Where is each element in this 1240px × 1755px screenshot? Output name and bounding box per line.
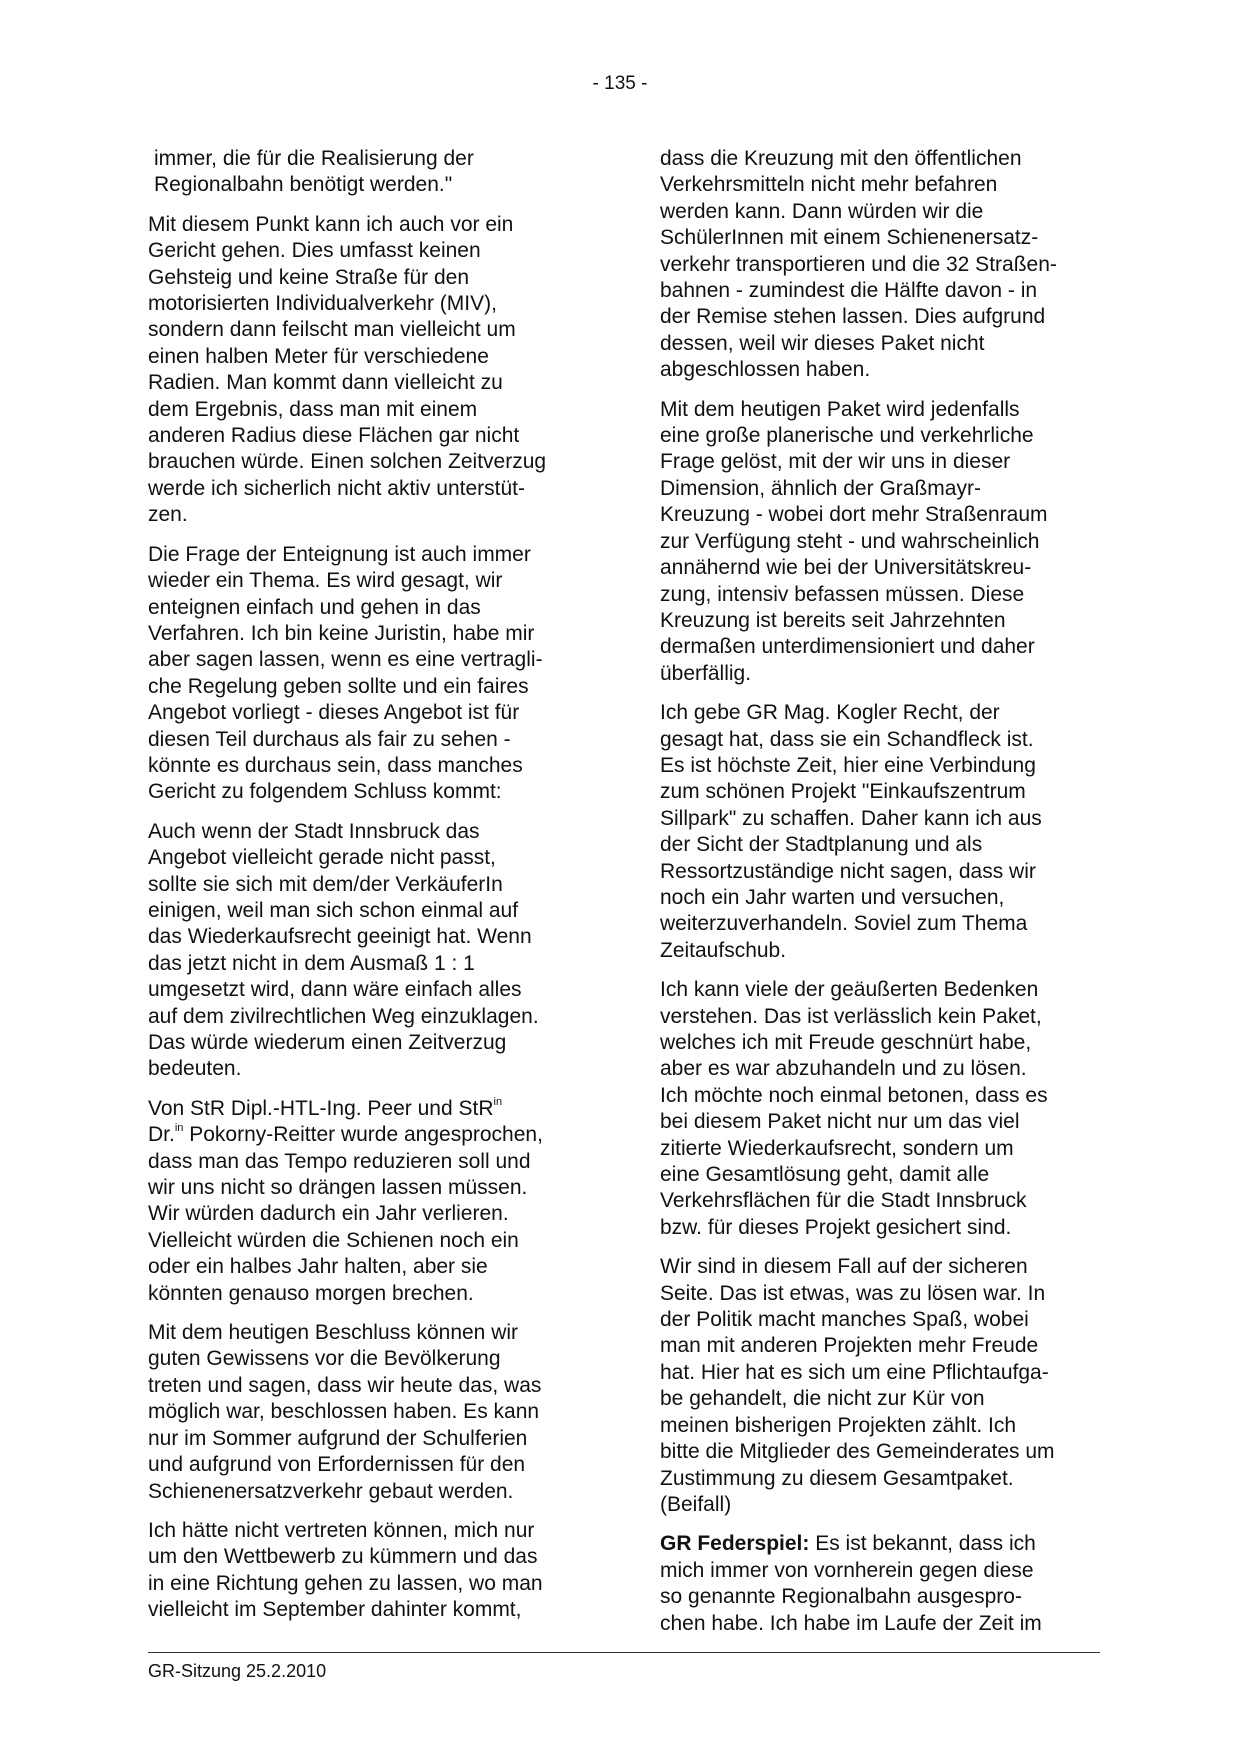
paragraph	[148, 542, 588, 806]
text-line: und aufgrund von Erfordernissen für den	[148, 1453, 526, 1477]
text-line: zung, intensiv befassen müssen. Diese	[660, 582, 1025, 606]
text-line: Wir sind in diesem Fall auf der sicheren	[660, 1255, 1028, 1279]
text-line: wieder ein Thema. Es wird gesagt, wir	[148, 569, 503, 593]
text-line: zur Verfügung steht - und wahrscheinlich	[660, 529, 1040, 553]
text-line: Ich hätte nicht vertreten können, mich nur	[148, 1518, 535, 1542]
text-line: sollte sie sich mit dem/der VerkäuferIn	[148, 872, 503, 896]
text-line: so genannte Regionalbahn ausgespro-	[660, 1585, 1022, 1609]
text-line: aber sagen lassen, wenn es eine vertragli-	[148, 648, 543, 672]
speaker-name: GR Federspiel:	[660, 1532, 810, 1556]
text-line: vielleicht im September dahinter kommt,	[148, 1598, 522, 1622]
text-line: zitierte Wiederkaufsrecht, sondern um	[660, 1136, 1014, 1160]
paragraph	[148, 146, 588, 199]
text-line: möglich war, beschlossen haben. Es kann	[148, 1400, 540, 1424]
text-line: motorisierten Individualverkehr (MIV),	[148, 292, 497, 316]
paragraph	[660, 1254, 1100, 1518]
footer-session-date: GR-Sitzung 25.2.2010	[148, 1661, 327, 1681]
text-line: dessen, weil wir dieses Paket nicht	[660, 331, 985, 355]
text-line: meinen bisherigen Projekten zählt. Ich	[660, 1413, 1017, 1437]
text-line: eine große planerische und verkehrliche	[660, 424, 1034, 448]
text-line: Verfahren. Ich bin keine Juristin, habe mir	[148, 621, 535, 645]
paragraph	[148, 1096, 588, 1307]
text-line: Es ist höchste Zeit, hier eine Verbindung	[660, 753, 1036, 777]
text-line	[148, 1122, 588, 1148]
text-line: diesen Teil durchaus als fair zu sehen -	[148, 727, 511, 751]
superscript-suffix: in	[174, 1122, 184, 1135]
text-fragment: Von StR Dipl.-HTL-Ing. Peer und StR	[148, 1096, 494, 1120]
text-line: Zeitaufschub.	[660, 938, 787, 962]
paragraph	[148, 212, 588, 529]
text-line: dem Ergebnis, dass man mit einem	[148, 397, 478, 421]
text-line: Mit dem heutigen Paket wird jedenfalls	[660, 397, 1020, 421]
text-line: verstehen. Das ist verlässlich kein Paket,	[660, 1004, 1042, 1028]
text-line: könnten genauso morgen brechen.	[148, 1281, 474, 1305]
text-line: Kreuzung - wobei dort mehr Straßenraum	[660, 503, 1048, 527]
text-line: Verkehrsmitteln nicht mehr befahren	[660, 173, 998, 197]
text-line: zum schönen Projekt "Einkaufszentrum	[660, 780, 1026, 804]
text-line: Sillpark" zu schaffen. Daher kann ich aus	[660, 806, 1042, 830]
left-text-column	[148, 146, 588, 1637]
text-line: bei diesem Paket nicht nur um das viel	[660, 1110, 1020, 1134]
text-line: annähernd wie bei der Universitätskreu-	[660, 556, 1032, 580]
paragraph	[148, 1320, 588, 1505]
text-line: Angebot vielleicht gerade nicht passt,	[148, 846, 496, 870]
text-line: dass die Kreuzung mit den öffentlichen	[660, 147, 1022, 170]
paragraph	[660, 977, 1100, 1241]
text-line: aber es war abzuhandeln und zu lösen.	[660, 1057, 1027, 1081]
paragraph	[660, 397, 1100, 687]
text-line: dermaßen unterdimensioniert und daher	[660, 635, 1035, 659]
text-line: Wir würden dadurch ein Jahr verlieren.	[148, 1202, 509, 1226]
text-line: überfällig.	[660, 661, 752, 685]
text-line: Seite. Das ist etwas, was zu lösen war. In	[660, 1281, 1046, 1305]
text-line: Gehsteig und keine Straße für den	[148, 265, 470, 289]
paragraph	[660, 146, 1100, 384]
text-line: Schienenersatzverkehr gebaut werden.	[148, 1479, 514, 1503]
text-line: werden kann. Dann würden wir die	[660, 199, 984, 223]
text-line: nur im Sommer aufgrund der Schulferien	[148, 1426, 528, 1450]
text-line: werde ich sicherlich nicht aktiv unterstüt-	[148, 476, 525, 500]
text-line: enteignen einfach und gehen in das	[148, 595, 481, 619]
text-line: immer, die für die Realisierung der	[154, 147, 474, 170]
text-line: Ich gebe GR Mag. Kogler Recht, der	[660, 701, 1000, 725]
text-fragment: Dr.	[148, 1123, 175, 1147]
text-line: in eine Richtung gehen zu lassen, wo man	[148, 1571, 543, 1595]
text-line: chen habe. Ich habe im Laufe der Zeit im	[660, 1611, 1042, 1635]
text-line: Das würde wiederum einen Zeitverzug	[148, 1031, 507, 1054]
text-line	[660, 1531, 1100, 1557]
text-line: der Sicht der Stadtplanung und als	[660, 833, 983, 857]
text-line: Die Frage der Enteignung ist auch immer	[148, 542, 531, 566]
page-number: - 135 -	[592, 73, 648, 94]
text-line: abgeschlossen haben.	[660, 358, 871, 382]
text-line: be gehandelt, die nicht zur Kür von	[660, 1387, 985, 1411]
paragraph	[148, 1518, 588, 1624]
text-line: mich immer von vornherein gegen diese	[660, 1558, 1034, 1582]
text-line: hat. Hier hat es sich um eine Pflichtaufga-	[660, 1360, 1049, 1384]
text-line: noch ein Jahr warten und versuchen,	[660, 885, 1005, 909]
text-line: guten Gewissens vor die Bevölkerung	[148, 1347, 501, 1371]
text-line: weiterzuverhandeln. Soviel zum Thema	[660, 912, 1028, 936]
text-line: bzw. für dieses Projekt gesichert sind.	[660, 1215, 1012, 1239]
text-line: bitte die Mitglieder des Gemeinderates um	[660, 1440, 1055, 1464]
text-line: Kreuzung ist bereits seit Jahrzehnten	[660, 608, 1006, 632]
text-line: einigen, weil man sich schon einmal auf	[148, 898, 519, 922]
text-line: Mit dem heutigen Beschluss können wir	[148, 1321, 519, 1345]
text-line: man mit anderen Projekten mehr Freude	[660, 1334, 1039, 1358]
text-line: der Politik macht manches Spaß, wobei	[660, 1308, 1029, 1332]
paragraph	[148, 819, 588, 1083]
text-line: umgesetzt wird, dann wäre einfach alles	[148, 978, 522, 1002]
text-line: einen halben Meter für verschiedene	[148, 344, 489, 368]
text-line: um den Wettbewerb zu kümmern und das	[148, 1545, 538, 1569]
text-line: oder ein halbes Jahr halten, aber sie	[148, 1255, 488, 1279]
text-line: Gericht gehen. Dies umfasst keinen	[148, 239, 481, 263]
paragraph	[660, 700, 1100, 964]
text-line: könnte es durchaus sein, dass manches	[148, 753, 523, 777]
text-line: Gericht zu folgendem Schluss kommt:	[148, 780, 502, 804]
text-line: Angebot vorliegt - dieses Angebot ist für	[148, 701, 520, 725]
text-line: eine Gesamtlösung geht, damit alle	[660, 1163, 990, 1187]
text-fragment: Es ist bekannt, dass ich	[809, 1532, 1036, 1556]
text-line: zen.	[148, 503, 188, 527]
paragraph	[660, 1531, 1100, 1637]
text-line: dass man das Tempo reduzieren soll und	[148, 1149, 531, 1173]
right-text-column	[660, 146, 1100, 1650]
text-line: Frage gelöst, mit der wir uns in dieser	[660, 450, 1011, 474]
text-line: SchülerInnen mit einem Schienenersatz-	[660, 226, 1039, 250]
text-line: welches ich mit Freude geschnürt habe,	[660, 1031, 1032, 1054]
text-line: Ressortzuständige nicht sagen, dass wir	[660, 859, 1036, 883]
superscript-suffix: in	[493, 1095, 503, 1108]
text-line: Auch wenn der Stadt Innsbruck das	[148, 819, 480, 843]
text-line: bedeuten.	[148, 1057, 242, 1081]
text-line: che Regelung geben sollte und ein faires	[148, 674, 529, 698]
text-line: der Remise stehen lassen. Dies aufgrund	[660, 305, 1046, 329]
text-line: (Beifall)	[660, 1492, 732, 1516]
text-fragment: Pokorny-Reitter wurde angesprochen,	[183, 1123, 543, 1147]
text-line: wir uns nicht so drängen lassen müssen.	[148, 1176, 528, 1200]
text-line: Regionalbahn benötigt werden."	[154, 173, 453, 197]
text-line: das Wiederkaufsrecht geeinigt hat. Wenn	[148, 925, 532, 949]
text-line: sondern dann feilscht man vielleicht um	[148, 318, 516, 342]
text-line: bahnen - zumindest die Hälfte davon - in	[660, 279, 1038, 303]
text-line: gesagt hat, dass sie ein Schandfleck ist.	[660, 727, 1034, 751]
text-line: auf dem zivilrechtlichen Weg einzuklagen.	[148, 1004, 539, 1028]
text-line: Verkehrsflächen für die Stadt Innsbruck	[660, 1189, 1027, 1213]
text-line: treten und sagen, dass wir heute das, was	[148, 1373, 542, 1397]
text-line	[148, 1096, 588, 1122]
text-line: anderen Radius diese Flächen gar nicht	[148, 424, 520, 448]
text-line: verkehr transportieren und die 32 Straßen-	[660, 252, 1057, 276]
text-line: Zustimmung zu diesem Gesamtpaket.	[660, 1466, 1014, 1490]
text-line: das jetzt nicht in dem Ausmaß 1 : 1	[148, 951, 475, 975]
text-line: Radien. Man kommt dann vielleicht zu	[148, 371, 503, 395]
text-line: Dimension, ähnlich der Graßmayr-	[660, 476, 981, 500]
text-line: brauchen würde. Einen solchen Zeitverzug	[148, 450, 547, 474]
text-line: Vielleicht würden die Schienen noch ein	[148, 1228, 519, 1252]
footer-divider	[148, 1652, 1100, 1653]
text-line: Mit diesem Punkt kann ich auch vor ein	[148, 212, 514, 236]
text-line: Ich möchte noch einmal betonen, dass es	[660, 1083, 1048, 1107]
text-line: Ich kann viele der geäußerten Bedenken	[660, 978, 1039, 1002]
